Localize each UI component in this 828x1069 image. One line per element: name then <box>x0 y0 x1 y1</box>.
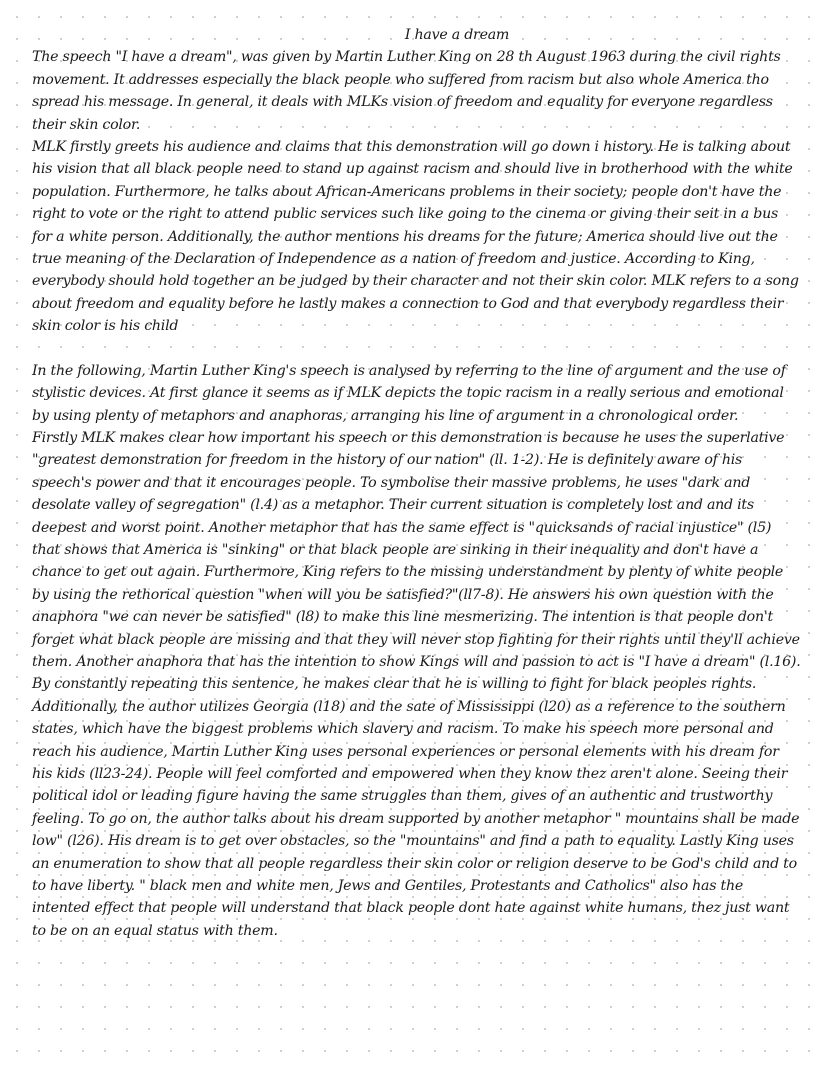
document-page <box>32 24 802 942</box>
paragraph-gap <box>32 338 802 360</box>
paragraph-analysis-body: Firstly MLK makes clear how important his speech or this demonstration is because he uses the superlative "greatest demonstration for freedom in the history of our nation" (ll. 1-2). He is definitely aware of his speech's power and that it encourages people. To symbolise their massive problems, he uses "dark and desolate valley of segregation" (l.4) as a metaphor. Their current situation is completely lost and and its deepest and worst point. Another metaphor that has the same effect is "quicksands of racial injustice" (l5) that shows that America is "sinking" or that black people are sinking in their inequality and don't have a chance to get out again. Furthermore, King refers to the missing understandment by plenty of white people by using the rethorical question "when will you be satisfied?"(ll7-8). He answers his own question with the anaphora "we can never be satisfied" (l8) to make this line mesmerizing. The intention is that people don't forget what black people are missing and that they will never stop fighting for their rights until they'll achieve them. Another anaphora that has the intention to show Kings will and passion to act is "I have a dream" (l.16). By constantly repeating this sentence, he makes clear that he is willing to fight for black peoples rights. Additionally, the author utilizes Georgia (l18) and the sate of Mississippi (l20) as a reference to the southern states, which have the biggest problems which slavery and racism. To make his speech more personal and reach his audience, Martin Luther King uses personal experiences or personal elements with his dream for his kids (ll23-24). People will feel comforted and empowered when they know thez aren't alone. Seeing their political idol or leading figure having the same struggles than them, gives of an authentic and trustworthy feeling. To go on, the author talks about his dream supported by another metaphor " mountains shall be made low" (l26). His dream is to get over obstacles, so the "mountains" and find a path to equality. Lastly King uses an enumeration to show that all people regardless their skin color or religion deserve to be God's child and to to have liberty. " black men and white men, Jews and Gentiles, Protestants and Catholics" also has the intented effect that people will understand that black people dont hate against white humans, thez just want to be on an equal status with them. <box>32 429 801 939</box>
document-title: I have a dream <box>404 27 510 43</box>
paragraph-intro: The speech "I have a dream", was given by Martin Luther King on 28 th August 1963 during the civil rights movement. It addresses especially the black people who suffered from racism but also whole America tho spread his message. In general, it deals with MLKs vision of freedom and equality for everyone regardless their skin color. <box>32 49 781 133</box>
paragraph-analysis-intro: In the following, Martin Luther King's speech is analysed by referring to the line of argument and the use of stylistic devices. At first glance it seems as if MLK depicts the topic racism in a really serious and emotional by using plenty of metaphors and anaphoras, arranging his line of argument in a chronological order. <box>32 362 786 424</box>
paragraph-summary: MLK firstly greets his audience and claims that this demonstration will go down i history. He is talking about his vision that all black people need to stand up against racism and should live in brotherhood with the white population. Furthermore, he talks about African-Americans problems in their society; people don't have the right to vote or the right to attend public services such like going to the cinema or giving their seit in a bus for a white person. Additionally, the author mentions his dreams for the future; America should live out the true meaning of the Declaration of Independence as a nation of freedom and justice. According to King, everybody should hold together an be judged by their character and not their skin color. MLK refers to a song about freedom and equality before he lastly makes a connection to God and that everybody regardless their skin color is his child <box>32 139 799 335</box>
